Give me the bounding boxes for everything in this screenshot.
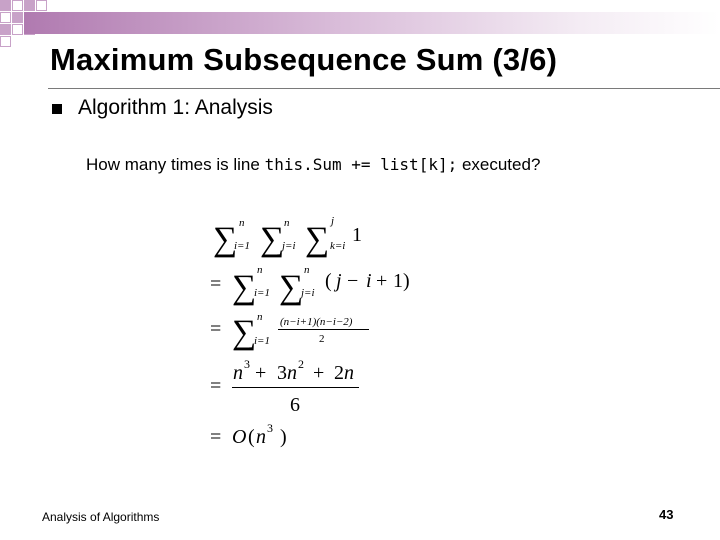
equals-sign: = — [210, 318, 222, 340]
question-code: this.Sum += list[k]; — [264, 155, 458, 174]
exponent: 2 — [298, 357, 304, 371]
fraction-bar — [232, 387, 359, 388]
question-suffix: executed? — [457, 155, 541, 174]
var-n: n — [233, 362, 243, 384]
lower-limit: i=1 — [254, 287, 270, 299]
big-o: O — [232, 426, 247, 448]
upper-limit: n — [257, 311, 263, 323]
upper-limit: j — [331, 215, 335, 227]
sum-symbol: ∑ — [305, 221, 330, 258]
fraction-bar — [278, 329, 369, 330]
lower-limit: j=i — [282, 240, 296, 252]
plus-sign: + — [313, 362, 325, 384]
question-prefix: How many times is line — [86, 155, 265, 174]
exponent: 3 — [244, 357, 250, 371]
lower-limit: i=1 — [234, 240, 250, 252]
digit-one: 1 — [393, 270, 403, 292]
lower-limit: i=1 — [254, 335, 270, 347]
exponent: 3 — [267, 421, 273, 435]
sum-symbol: ∑ — [279, 269, 304, 306]
equals-sign: = — [210, 426, 222, 448]
plus-sign: + — [376, 270, 388, 292]
plus-sign: + — [255, 362, 267, 384]
upper-limit: n — [304, 264, 310, 276]
slide-title: Maximum Subsequence Sum (3/6) — [50, 42, 558, 77]
page-number: 43 — [659, 507, 674, 522]
var-n: n — [344, 362, 354, 384]
paren-open: ( — [248, 426, 255, 448]
fraction-numerator: (n−i+1)(n−i−2) — [280, 316, 353, 328]
bullet-text: Algorithm 1: Analysis — [78, 96, 273, 119]
formula-line-2 — [210, 264, 410, 306]
paren-open: ( — [325, 270, 332, 292]
summand: 1 — [352, 224, 362, 246]
lower-limit: j=i — [301, 287, 315, 299]
equals-sign: = — [210, 375, 222, 397]
fraction-denominator: 2 — [319, 333, 325, 345]
sum-symbol: ∑ — [213, 221, 238, 258]
formula-line-1 — [213, 215, 362, 258]
footer-text: Analysis of Algorithms — [42, 510, 160, 524]
equals-sign: = — [210, 273, 222, 295]
formula-line-3 — [210, 311, 369, 351]
upper-limit: n — [257, 264, 263, 276]
var-n: n — [256, 426, 266, 448]
lower-limit: k=i — [330, 240, 346, 252]
var-n: n — [287, 362, 297, 384]
formula-line-5 — [210, 421, 287, 448]
sum-symbol: ∑ — [260, 221, 285, 258]
coefficient: 2 — [334, 362, 344, 384]
minus-sign: − — [347, 270, 359, 292]
upper-limit: n — [284, 217, 290, 229]
fraction-denominator: 6 — [290, 394, 300, 416]
coefficient: 3 — [277, 362, 287, 384]
paren-close: ) — [403, 270, 410, 292]
var-j: j — [336, 270, 342, 292]
sum-symbol: ∑ — [232, 314, 257, 351]
sum-symbol: ∑ — [232, 269, 257, 306]
upper-limit: n — [239, 217, 245, 229]
paren-close: ) — [280, 426, 287, 448]
var-i: i — [366, 270, 372, 292]
formula-line-4 — [210, 357, 359, 416]
